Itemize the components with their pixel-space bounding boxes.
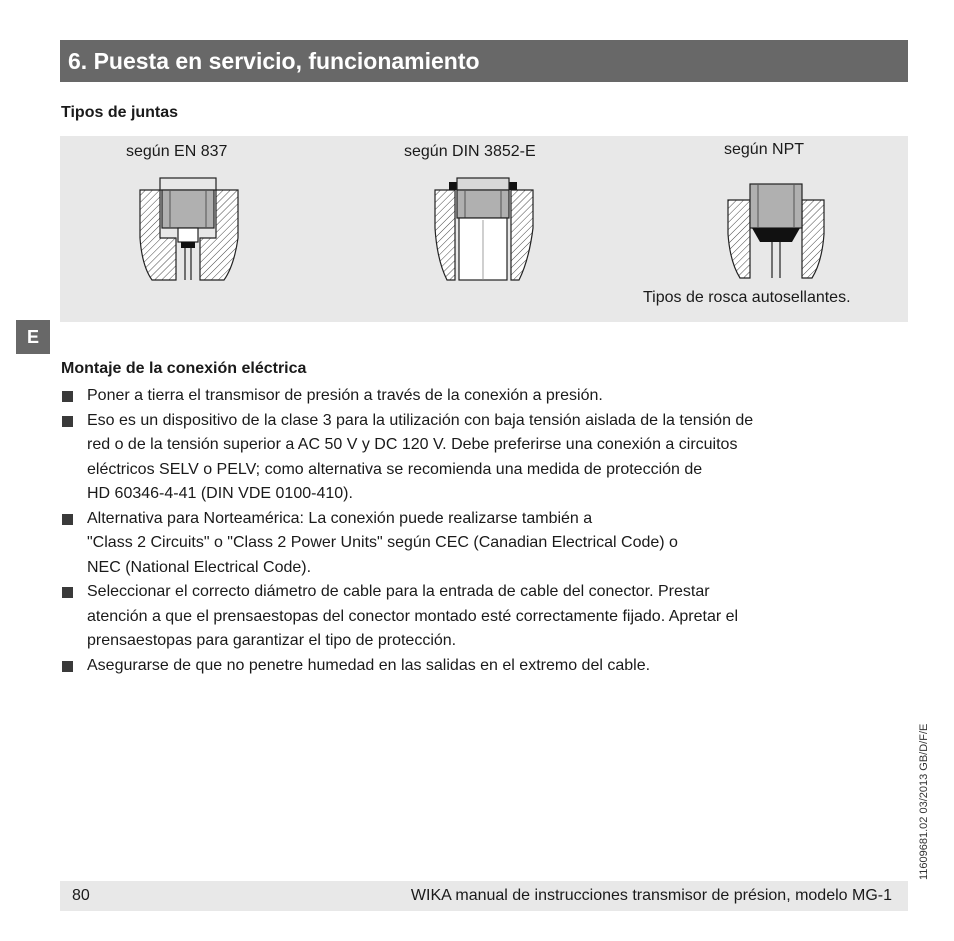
bullet-line: HD 60346-4-41 (DIN VDE 0100-410). [87, 485, 353, 502]
language-tab: E [16, 320, 50, 354]
bullet-square-icon [62, 416, 73, 427]
joint-label-npt: según NPT [724, 141, 805, 158]
joint-label-en837: según EN 837 [126, 143, 228, 160]
bullet-line: NEC (National Electrical Code). [87, 558, 312, 576]
footer-text: WIKA manual de instrucciones transmisor de présion, modelo MG-1 [410, 887, 892, 904]
bullet-line: Alternativa para Norteamérica: La conexión puede realizarse también a [87, 509, 593, 527]
list-item [61, 654, 909, 679]
bullet-line: prensaestopas para garantizar el tipo de protección. [87, 632, 457, 649]
bullet-line: Poner a tierra el transmisor de presión a través de la conexión a presión. [87, 387, 603, 404]
bullet-square-icon [62, 661, 73, 672]
npt-joint-drawing [726, 182, 826, 282]
section-title: 6. Puesta en servicio, funcionamiento [60, 40, 908, 82]
bullet-line: Seleccionar el correcto diámetro de cable para la entrada de cable del conector. Prestar [87, 583, 710, 600]
bullet-line: atención a que el prensaestopas del conector montado esté correctamente fijado. Apretar el [87, 607, 739, 625]
page-number: 80 [72, 887, 90, 904]
bullet-square-icon [62, 391, 73, 402]
en837-joint-drawing [138, 176, 240, 282]
bullet-line: Eso es un dispositivo de la clase 3 para la utilización con baja tensión aislada de la tensión de [87, 411, 754, 429]
bullet-line: red o de la tensión superior a AC 50 V y DC 120 V. Debe preferirse una conexión a circuitos [87, 436, 738, 453]
bullet-line: "Class 2 Circuits" o "Class 2 Power Units" según CEC (Canadian Electrical Code) o [87, 534, 678, 551]
electrical-bullet-list [61, 384, 909, 678]
list-item [61, 507, 909, 581]
list-item [61, 384, 909, 409]
din3852-joint-drawing [433, 176, 535, 282]
joint-label-din3852: según DIN 3852-E [404, 143, 536, 160]
self-sealing-note: Tipos de rosca autosellantes. [643, 289, 851, 306]
electrical-heading: Montaje de la conexión eléctrica [61, 360, 307, 377]
bullet-line: eléctricos SELV o PELV; como alternativa se recomienda una medida de protección de [87, 460, 703, 478]
bullet-line: Asegurarse de que no penetre humedad en las salidas en el extremo del cable. [87, 656, 651, 674]
list-item [61, 409, 909, 507]
bullet-square-icon [62, 587, 73, 598]
joints-heading: Tipos de juntas [61, 104, 179, 121]
page-footer [60, 881, 908, 911]
list-item [61, 580, 909, 654]
document-code: 11609681.02 03/2013 GB/D/F/E [918, 723, 930, 880]
bullet-square-icon [62, 514, 73, 525]
joint-types-figure [60, 136, 908, 322]
